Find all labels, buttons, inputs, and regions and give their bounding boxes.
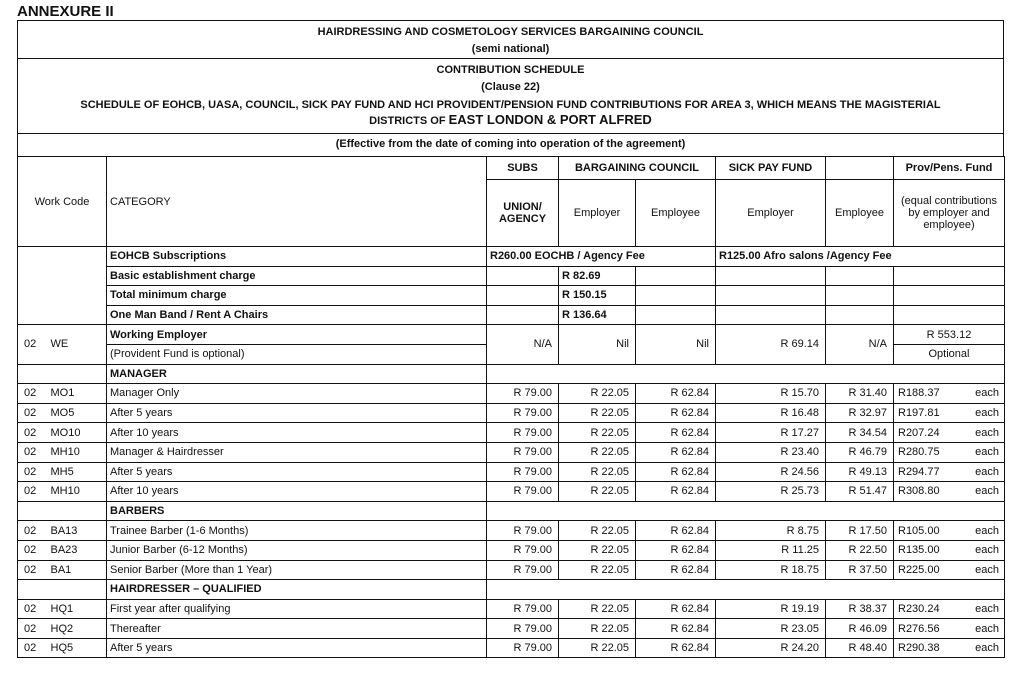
- work-code: MH5: [47, 462, 107, 482]
- bc-employer-value: R 22.05: [559, 560, 636, 580]
- each-label: each: [958, 638, 1005, 658]
- divider: [18, 133, 1003, 134]
- bc-employee-value: R 62.84: [636, 442, 716, 462]
- sp-employee-header: Employee: [826, 180, 894, 247]
- bc-employer-value: R 22.05: [559, 619, 636, 639]
- bc-employee-value: R 62.84: [636, 403, 716, 423]
- each-label: each: [958, 540, 1005, 560]
- districts-prefix: DISTRICTS OF: [369, 115, 446, 127]
- sp-employer-value: R 8.75: [716, 521, 826, 541]
- each-label: each: [958, 619, 1005, 639]
- sp-employer-value: R 17.27: [716, 423, 826, 443]
- each-label: each: [958, 560, 1005, 580]
- category: After 5 years: [107, 403, 487, 423]
- each-label: each: [958, 423, 1005, 443]
- code-prefix: 02: [18, 619, 47, 639]
- sp-employee-value: R 38.37: [826, 599, 894, 619]
- subs-value: R 79.00: [487, 482, 559, 502]
- subs-value: R 79.00: [487, 462, 559, 482]
- code-prefix: 02: [18, 521, 47, 541]
- subs-value: R 79.00: [487, 619, 559, 639]
- prov-value: R308.80: [894, 482, 958, 502]
- eohcb-label: EOHCB Subscriptions: [107, 247, 487, 267]
- bc-employer-value: R 22.05: [559, 482, 636, 502]
- sp-employer-value: R 25.73: [716, 482, 826, 502]
- council-scope: (semi national): [471, 43, 550, 55]
- council-title: HAIRDRESSING AND COSMETOLOGY SERVICES BARGAINING COUNCIL: [317, 26, 704, 38]
- basic-establishment-value: R 82.69: [559, 266, 636, 286]
- subs-value: R 79.00: [487, 423, 559, 443]
- section-code-cell: [18, 501, 107, 521]
- prov-value: R294.77: [894, 462, 958, 482]
- we-sp-employer: R 69.14: [716, 325, 826, 364]
- bc-employer-value: R 22.05: [559, 423, 636, 443]
- section-title: MANAGER: [107, 364, 487, 384]
- bc-employee-value: R 62.84: [636, 462, 716, 482]
- section-empty-cells: [487, 501, 1005, 521]
- subs-value: R 79.00: [487, 403, 559, 423]
- sp-employee-value: R 49.13: [826, 462, 894, 482]
- code-prefix: 02: [18, 560, 47, 580]
- sp-employee-value: R 32.97: [826, 403, 894, 423]
- code-prefix: 02: [18, 482, 47, 502]
- we-bc-employer: Nil: [559, 325, 636, 364]
- table-row: [18, 482, 1005, 502]
- sp-employer-value: R 23.40: [716, 442, 826, 462]
- sp-employer-value: R 18.75: [716, 560, 826, 580]
- work-code: MO10: [47, 423, 107, 443]
- document-header-frame: [17, 20, 1004, 156]
- prov-pens-fund-header: Prov/Pens. Fund: [894, 157, 1005, 180]
- subs-value: R 79.00: [487, 599, 559, 619]
- table-row: [18, 403, 1005, 423]
- effective-date-note: (Effective from the date of coming into operation of the agreement): [335, 138, 686, 150]
- prov-value: R105.00: [894, 521, 958, 541]
- sp-employee-value: R 48.40: [826, 638, 894, 658]
- bargaining-council-header: BARGAINING COUNCIL: [559, 157, 716, 180]
- one-man-band-label: One Man Band / Rent A Chairs: [107, 305, 487, 325]
- bc-employer-value: R 22.05: [559, 521, 636, 541]
- sp-employer-value: R 24.56: [716, 462, 826, 482]
- we-code-prefix: 02: [18, 325, 47, 364]
- each-label: each: [958, 599, 1005, 619]
- bc-employee-value: R 62.84: [636, 638, 716, 658]
- we-bc-employee: Nil: [636, 325, 716, 364]
- work-code: HQ2: [47, 619, 107, 639]
- sp-employee-value: R 17.50: [826, 521, 894, 541]
- one-man-band-value: R 136.64: [559, 305, 636, 325]
- bc-employee-value: R 62.84: [636, 560, 716, 580]
- table-row: [18, 521, 1005, 541]
- code-prefix: 02: [18, 403, 47, 423]
- sp-employee-value: R 37.50: [826, 560, 894, 580]
- section-empty-cells: [487, 364, 1005, 384]
- prov-value: R207.24: [894, 423, 958, 443]
- subs-value: R 79.00: [487, 638, 559, 658]
- eohcb-subs-fee: R260.00 EOCHB / Agency Fee: [487, 247, 716, 267]
- total-minimum-label: Total minimum charge: [107, 286, 487, 306]
- annexure-title: ANNEXURE II: [17, 3, 114, 20]
- prov-value: R135.00: [894, 540, 958, 560]
- table-row: [18, 619, 1005, 639]
- empty-header-cell: [826, 157, 894, 180]
- subs-value: R 79.00: [487, 540, 559, 560]
- we-sp-employee: N/A: [826, 325, 894, 364]
- sp-employee-value: R 31.40: [826, 384, 894, 404]
- sick-pay-fund-header: SICK PAY FUND: [716, 157, 826, 180]
- subs-value: R 79.00: [487, 521, 559, 541]
- table-row: [18, 384, 1005, 404]
- working-employer-label: Working Employer: [107, 325, 487, 345]
- bc-employee-value: R 62.84: [636, 521, 716, 541]
- work-code: MH10: [47, 442, 107, 462]
- section-code-cell: [18, 364, 107, 384]
- sp-employee-value: R 46.09: [826, 619, 894, 639]
- basic-establishment-label: Basic establishment charge: [107, 266, 487, 286]
- category: Trainee Barber (1-6 Months): [107, 521, 487, 541]
- bc-employer-value: R 22.05: [559, 540, 636, 560]
- each-label: each: [958, 462, 1005, 482]
- category: Senior Barber (More than 1 Year): [107, 560, 487, 580]
- category: After 5 years: [107, 638, 487, 658]
- code-prefix: 02: [18, 442, 47, 462]
- section-empty-cells: [487, 580, 1005, 600]
- union-agency-header: UNION/ AGENCY: [487, 180, 559, 247]
- sp-employer-value: R 16.48: [716, 403, 826, 423]
- eohcb-afro-fee: R125.00 Afro salons /Agency Fee: [716, 247, 1005, 267]
- sp-employer-value: R 11.25: [716, 540, 826, 560]
- subs-header: SUBS: [487, 157, 559, 180]
- category: Thereafter: [107, 619, 487, 639]
- bc-employee-value: R 62.84: [636, 384, 716, 404]
- prov-value: R197.81: [894, 403, 958, 423]
- sp-employer-value: R 24.20: [716, 638, 826, 658]
- contribution-table: [17, 156, 1005, 658]
- bc-employer-value: R 22.05: [559, 442, 636, 462]
- bc-employee-value: R 62.84: [636, 423, 716, 443]
- prov-equal-note: (equal contributions by employer and employee): [894, 180, 1005, 247]
- we-code: WE: [47, 325, 107, 364]
- sp-employee-value: R 51.47: [826, 482, 894, 502]
- bc-employee-value: R 62.84: [636, 619, 716, 639]
- table-row: [18, 442, 1005, 462]
- each-label: each: [958, 403, 1005, 423]
- subs-value: R 79.00: [487, 560, 559, 580]
- code-prefix: 02: [18, 540, 47, 560]
- prov-value: R280.75: [894, 442, 958, 462]
- total-minimum-value: R 150.15: [559, 286, 636, 306]
- sp-employee-value: R 34.54: [826, 423, 894, 443]
- table-row: [18, 423, 1005, 443]
- work-code: MO1: [47, 384, 107, 404]
- schedule-districts: [18, 113, 1003, 128]
- subs-value: R 79.00: [487, 442, 559, 462]
- empty-code-cell: [18, 247, 107, 325]
- clause-reference: (Clause 22): [481, 81, 540, 93]
- we-prov: R 553.12: [894, 325, 1005, 345]
- bc-employee-value: R 62.84: [636, 482, 716, 502]
- category: After 5 years: [107, 462, 487, 482]
- each-label: each: [958, 482, 1005, 502]
- schedule-title: CONTRIBUTION SCHEDULE: [436, 64, 585, 76]
- sp-employer-header: Employer: [716, 180, 826, 247]
- bc-employee-value: R 62.84: [636, 540, 716, 560]
- category: Manager & Hairdresser: [107, 442, 487, 462]
- we-prov-note: Optional: [894, 344, 1005, 364]
- code-prefix: 02: [18, 462, 47, 482]
- prov-value: R230.24: [894, 599, 958, 619]
- work-code: BA23: [47, 540, 107, 560]
- prov-value: R225.00: [894, 560, 958, 580]
- prov-value: R188.37: [894, 384, 958, 404]
- section-title: BARBERS: [107, 501, 487, 521]
- bc-employer-value: R 22.05: [559, 462, 636, 482]
- bc-employer-value: R 22.05: [559, 384, 636, 404]
- bc-employer-value: R 22.05: [559, 599, 636, 619]
- code-prefix: 02: [18, 384, 47, 404]
- prov-value: R276.56: [894, 619, 958, 639]
- category: After 10 years: [107, 482, 487, 502]
- category: First year after qualifying: [107, 599, 487, 619]
- category-header: CATEGORY: [107, 157, 487, 247]
- each-label: each: [958, 384, 1005, 404]
- work-code: HQ1: [47, 599, 107, 619]
- sp-employer-value: R 15.70: [716, 384, 826, 404]
- work-code: MH10: [47, 482, 107, 502]
- bc-employee-value: R 62.84: [636, 599, 716, 619]
- bc-employer-header: Employer: [559, 180, 636, 247]
- we-subs: N/A: [487, 325, 559, 364]
- code-prefix: 02: [18, 638, 47, 658]
- sp-employee-value: R 22.50: [826, 540, 894, 560]
- each-label: each: [958, 442, 1005, 462]
- work-code: MO5: [47, 403, 107, 423]
- schedule-description: SCHEDULE OF EOHCB, UASA, COUNCIL, SICK PAY FUND AND HCI PROVIDENT/PENSION FUND CONTRIBUTIONS FOR AREA 3, WHICH MEANS THE MAGISTERIAL: [80, 99, 941, 111]
- work-code: BA1: [47, 560, 107, 580]
- sp-employer-value: R 19.19: [716, 599, 826, 619]
- category: Junior Barber (6-12 Months): [107, 540, 487, 560]
- code-prefix: 02: [18, 599, 47, 619]
- sp-employee-value: R 46.79: [826, 442, 894, 462]
- divider: [18, 58, 1003, 59]
- table-row: [18, 560, 1005, 580]
- prov-value: R290.38: [894, 638, 958, 658]
- work-code: HQ5: [47, 638, 107, 658]
- each-label: each: [958, 521, 1005, 541]
- section-code-cell: [18, 580, 107, 600]
- category: Manager Only: [107, 384, 487, 404]
- table-row: [18, 638, 1005, 658]
- work-code: BA13: [47, 521, 107, 541]
- bc-employer-value: R 22.05: [559, 403, 636, 423]
- sp-employer-value: R 23.05: [716, 619, 826, 639]
- section-title: HAIRDRESSER – QUALIFIED: [107, 580, 487, 600]
- code-prefix: 02: [18, 423, 47, 443]
- bc-employer-value: R 22.05: [559, 638, 636, 658]
- subs-value: R 79.00: [487, 384, 559, 404]
- table-row: [18, 462, 1005, 482]
- category: After 10 years: [107, 423, 487, 443]
- table-row: [18, 540, 1005, 560]
- working-employer-note: (Provident Fund is optional): [107, 344, 487, 364]
- table-row: [18, 599, 1005, 619]
- work-code-header: Work Code: [18, 157, 107, 247]
- districts-places: EAST LONDON & PORT ALFRED: [448, 112, 652, 127]
- bc-employee-header: Employee: [636, 180, 716, 247]
